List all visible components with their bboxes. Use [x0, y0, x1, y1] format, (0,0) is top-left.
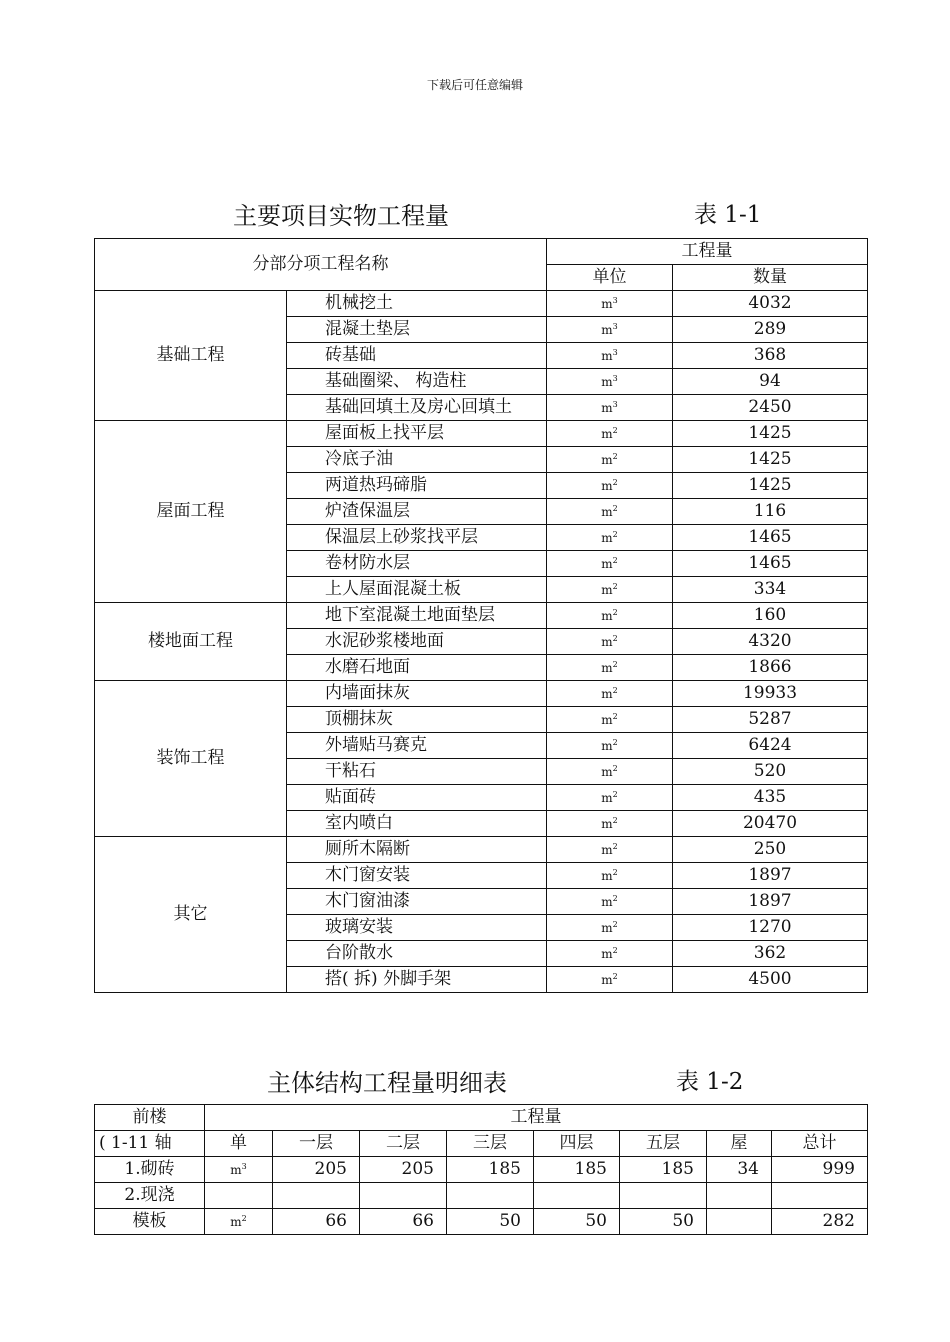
item-name: 内墙面抹灰 — [287, 681, 547, 707]
item-quantity: 1270 — [673, 915, 868, 941]
header-note: 下载后可任意编辑 — [426, 78, 523, 92]
item-name: 搭( 拆) 外脚手架 — [287, 967, 547, 993]
table2-cell: 999 — [772, 1157, 868, 1183]
table2-corner-line1: 前楼 — [95, 1105, 205, 1131]
table2-row-label: 1.砌砖 — [95, 1157, 205, 1183]
item-unit: $m^3$ — [547, 369, 673, 395]
item-unit: $m^2$ — [547, 967, 673, 993]
item-unit: $m^2$ — [547, 889, 673, 915]
table2-corner-line2: ( 1-11 轴 — [95, 1131, 205, 1157]
item-unit: $m^2$ — [547, 577, 673, 603]
item-name: 混凝土垫层 — [287, 317, 547, 343]
table-row — [95, 291, 868, 317]
group-name: 基础工程 — [95, 291, 287, 421]
table2-title: 主体结构工程量明细表 — [267, 1069, 507, 1097]
item-unit: $m^2$ — [547, 629, 673, 655]
table-row — [95, 1209, 868, 1235]
item-quantity: 368 — [673, 343, 868, 369]
item-unit: $m^2$ — [547, 915, 673, 941]
table2-col-header: 总计 — [772, 1131, 868, 1157]
item-name: 木门窗油漆 — [287, 889, 547, 915]
item-unit: $m^2$ — [547, 863, 673, 889]
table2-col-header: 四层 — [534, 1131, 620, 1157]
item-name: 贴面砖 — [287, 785, 547, 811]
table1-title: 主要项目实物工程量 — [233, 202, 449, 230]
item-unit: $m^2$ — [547, 785, 673, 811]
table-row — [95, 421, 868, 447]
table1-number: 表 1-1 — [694, 202, 762, 228]
item-unit: $m^3$ — [547, 395, 673, 421]
table2-cell: 50 — [534, 1209, 620, 1235]
item-quantity: 1425 — [673, 473, 868, 499]
table2-unit: $m^3$ — [205, 1157, 273, 1183]
group-name: 楼地面工程 — [95, 603, 287, 681]
item-name: 两道热玛碲脂 — [287, 473, 547, 499]
item-name: 顶棚抹灰 — [287, 707, 547, 733]
table2-col-header: 一层 — [273, 1131, 360, 1157]
table2-cell: 282 — [772, 1209, 868, 1235]
table2-cell: 185 — [534, 1157, 620, 1183]
item-name: 炉渣保温层 — [287, 499, 547, 525]
item-unit: $m^2$ — [547, 525, 673, 551]
table2-col-header: 三层 — [447, 1131, 534, 1157]
item-name: 机械挖土 — [287, 291, 547, 317]
item-unit: $m^2$ — [547, 681, 673, 707]
item-quantity: 4500 — [673, 967, 868, 993]
table2-cell: 66 — [273, 1209, 360, 1235]
item-name: 水磨石地面 — [287, 655, 547, 681]
item-name: 卷材防水层 — [287, 551, 547, 577]
table2-title-row — [94, 1063, 866, 1097]
item-name: 外墙贴马赛克 — [287, 733, 547, 759]
item-quantity: 4320 — [673, 629, 868, 655]
table2-cell: 205 — [273, 1157, 360, 1183]
table-row — [95, 1183, 868, 1209]
table2-col-header: 屋 — [707, 1131, 772, 1157]
item-unit: $m^2$ — [547, 421, 673, 447]
item-unit: $m^3$ — [547, 317, 673, 343]
item-name: 水泥砂浆楼地面 — [287, 629, 547, 655]
table-row — [95, 837, 868, 863]
item-quantity: 289 — [673, 317, 868, 343]
table1-header-count: 数量 — [673, 265, 868, 291]
table2-cell: 185 — [447, 1157, 534, 1183]
group-name: 装饰工程 — [95, 681, 287, 837]
item-quantity: 362 — [673, 941, 868, 967]
item-unit: $m^3$ — [547, 291, 673, 317]
item-name: 保温层上砂浆找平层 — [287, 525, 547, 551]
group-name: 其它 — [95, 837, 287, 993]
item-unit: $m^2$ — [547, 473, 673, 499]
item-name: 地下室混凝土地面垫层 — [287, 603, 547, 629]
item-quantity: 6424 — [673, 733, 868, 759]
item-unit: $m^2$ — [547, 707, 673, 733]
item-unit: $m^2$ — [547, 655, 673, 681]
table2-col-header: 五层 — [620, 1131, 707, 1157]
item-quantity: 116 — [673, 499, 868, 525]
table2-cell: 50 — [447, 1209, 534, 1235]
item-unit: $m^3$ — [547, 343, 673, 369]
item-quantity: 160 — [673, 603, 868, 629]
item-name: 基础回填土及房心回填土 — [287, 395, 547, 421]
item-quantity: 435 — [673, 785, 868, 811]
group-name: 屋面工程 — [95, 421, 287, 603]
table2-cell: 185 — [620, 1157, 707, 1183]
item-quantity: 4032 — [673, 291, 868, 317]
table2-unit: $m^2$ — [205, 1209, 273, 1235]
item-name: 台阶散水 — [287, 941, 547, 967]
item-unit: $m^2$ — [547, 603, 673, 629]
item-name: 厕所木隔断 — [287, 837, 547, 863]
table2-header-quantity: 工程量 — [205, 1105, 868, 1131]
item-quantity: 20470 — [673, 811, 868, 837]
item-quantity: 334 — [673, 577, 868, 603]
item-name: 上人屋面混凝土板 — [287, 577, 547, 603]
item-quantity: 1866 — [673, 655, 868, 681]
item-quantity: 520 — [673, 759, 868, 785]
item-quantity: 1425 — [673, 447, 868, 473]
item-name: 玻璃安装 — [287, 915, 547, 941]
item-unit: $m^2$ — [547, 447, 673, 473]
table1-header-quantity: 工程量 — [547, 239, 868, 265]
item-name: 干粘石 — [287, 759, 547, 785]
table2-cell: 50 — [620, 1209, 707, 1235]
table1 — [94, 238, 868, 993]
table2-cell: 66 — [360, 1209, 447, 1235]
table2-row-label: 2.现浇 — [95, 1183, 205, 1209]
table1-title-row — [94, 196, 866, 230]
table2-cell — [707, 1209, 772, 1235]
item-quantity: 94 — [673, 369, 868, 395]
item-quantity: 1465 — [673, 551, 868, 577]
table2-col-header: 单 — [205, 1131, 273, 1157]
item-name: 基础圈梁、 构造柱 — [287, 369, 547, 395]
item-unit: $m^2$ — [547, 733, 673, 759]
item-unit: $m^2$ — [547, 551, 673, 577]
item-quantity: 1897 — [673, 889, 868, 915]
item-unit: $m^2$ — [547, 837, 673, 863]
table2 — [94, 1104, 868, 1235]
item-unit: $m^2$ — [547, 941, 673, 967]
table2-number: 表 1-2 — [676, 1069, 744, 1095]
item-name: 砖基础 — [287, 343, 547, 369]
table2-col-header: 二层 — [360, 1131, 447, 1157]
item-quantity: 5287 — [673, 707, 868, 733]
table2-cell: 205 — [360, 1157, 447, 1183]
item-quantity: 1897 — [673, 863, 868, 889]
item-quantity: 2450 — [673, 395, 868, 421]
item-name: 木门窗安装 — [287, 863, 547, 889]
item-unit: $m^2$ — [547, 759, 673, 785]
item-name: 冷底子油 — [287, 447, 547, 473]
table-row — [95, 681, 868, 707]
item-quantity: 1425 — [673, 421, 868, 447]
item-name: 室内喷白 — [287, 811, 547, 837]
table1-header-name: 分部分项工程名称 — [95, 239, 547, 291]
table1-header-unit: 单位 — [547, 265, 673, 291]
item-quantity: 19933 — [673, 681, 868, 707]
item-quantity: 250 — [673, 837, 868, 863]
item-unit: $m^2$ — [547, 499, 673, 525]
table2-row-label: 模板 — [95, 1209, 205, 1235]
item-quantity: 1465 — [673, 525, 868, 551]
item-unit: $m^2$ — [547, 811, 673, 837]
item-name: 屋面板上找平层 — [287, 421, 547, 447]
table2-cell: 34 — [707, 1157, 772, 1183]
table-row — [95, 603, 868, 629]
table-row — [95, 1157, 868, 1183]
